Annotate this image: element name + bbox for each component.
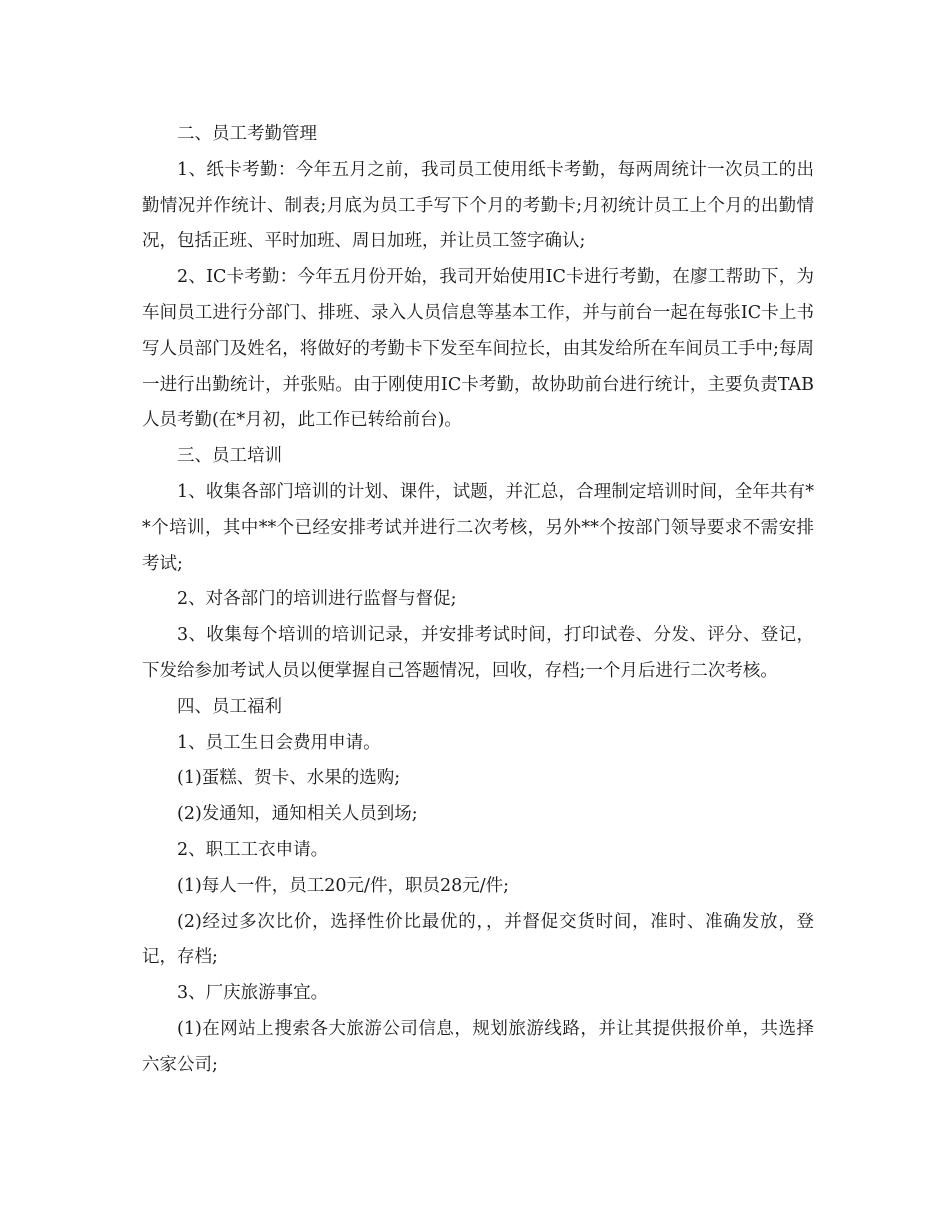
paragraph: 2、职工工衣申请。 <box>177 839 329 860</box>
section-heading-welfare: 四、员工福利 <box>177 696 282 717</box>
paragraph: (1)蛋糕、贺卡、水果的选购; <box>177 768 401 789</box>
paragraph: 2、IC卡考勤：今年五月份开始，我司开始使用IC卡进行考勤，在廖工帮助下，为车间员工进行分部门、排班、录入人员信息等基本工作，并与前台一起在每张IC卡上书写人员部门及姓名，将做好的考勤卡下发至车间拉长，由其发给所在车间员工手中;每周一进行出勤统计，并张贴。由于刚使用IC卡考勤，故协助前台进行统计，主要负责TAB人员考勤(在*月初，此工作已转给前台)。 <box>142 267 814 431</box>
paragraph: (2)经过多次比价，选择性价比最优的，，并督促交货时间，准时、准确发放，登记，存档; <box>142 911 814 968</box>
paragraph: (1)在网站上搜索各大旅游公司信息，规划旅游线路，并让其提供报价单，共选择六家公司; <box>142 1018 814 1075</box>
paragraph: 1、纸卡考勤：今年五月之前，我司员工使用纸卡考勤，每两周统计一次员工的出勤情况并作统计、制表;月底为员工手写下个月的考勤卡;月初统计员工上个月的出勤情况，包括正班、平时加班、周日加班，并让员工签字确认; <box>142 159 814 252</box>
section-heading-training: 三、员工培训 <box>177 446 282 467</box>
paragraph: 2、对各部门的培训进行监督与督促; <box>177 589 457 610</box>
paragraph: 1、员工生日会费用申请。 <box>177 732 381 753</box>
paragraph: (2)发通知，通知相关人员到场; <box>177 804 418 825</box>
paragraph: (1)每人一件，员工20元/件，职员28元/件; <box>177 875 510 896</box>
section-heading-attendance: 二、员工考勤管理 <box>177 124 317 144</box>
document-body <box>142 117 814 1084</box>
paragraph: 1、收集各部门培训的计划、课件，试题，并汇总，合理制定培训时间，全年共有**个培训，其中**个已经安排考试并进行二次考核，另外**个按部门领导要求不需安排考试; <box>142 481 814 574</box>
paragraph: 3、收集每个培训的培训记录，并安排考试时间，打印试卷、分发、评分、登记，下发给参加考试人员以便掌握自己答题情况，回收，存档;一个月后进行二次考核。 <box>142 625 814 681</box>
paragraph: 3、厂庆旅游事宜。 <box>177 983 329 1004</box>
